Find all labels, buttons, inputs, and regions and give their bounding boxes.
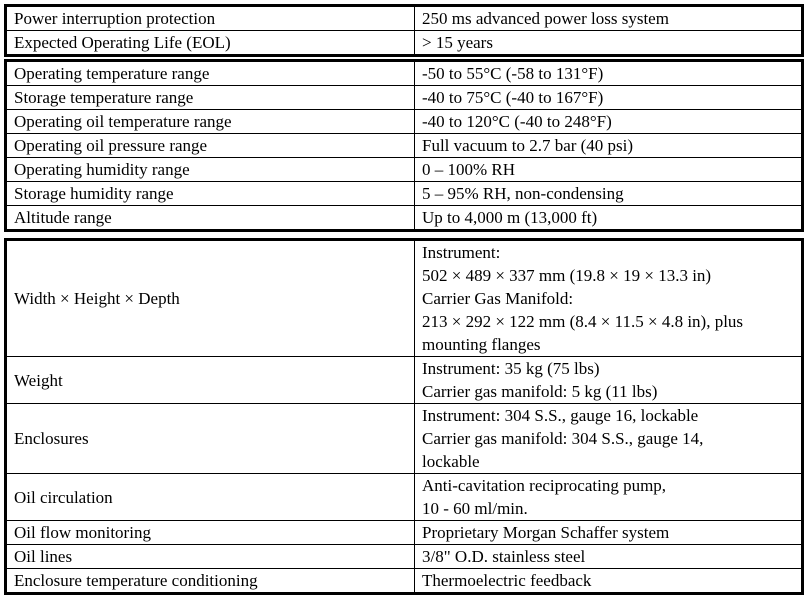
- spec-table: [6, 6, 802, 55]
- spec-label: Operating oil temperature range: [7, 110, 415, 134]
- spec-value: > 15 years: [415, 31, 802, 55]
- table-row: [7, 134, 802, 158]
- spec-label: Enclosure temperature conditioning: [7, 569, 415, 593]
- spec-label: Operating temperature range: [7, 62, 415, 86]
- spec-value-line: Instrument: 35 kg (75 lbs): [422, 359, 600, 378]
- table-row: [7, 182, 802, 206]
- spec-label: Oil lines: [7, 545, 415, 569]
- table-row: [7, 86, 802, 110]
- spec-value: Full vacuum to 2.7 bar (40 psi): [415, 134, 802, 158]
- spec-value-line: lockable: [422, 452, 480, 471]
- spec-value: Thermoelectric feedback: [415, 569, 802, 593]
- spec-value-line: Carrier gas manifold: 304 S.S., gauge 14,: [422, 429, 704, 448]
- spec-value: -40 to 120°C (-40 to 248°F): [415, 110, 802, 134]
- table-row: [7, 62, 802, 86]
- spec-value-line: mounting flanges: [422, 335, 541, 354]
- spec-value: [415, 474, 802, 521]
- table-row: [7, 241, 802, 357]
- spec-value-line: Anti-cavitation reciprocating pump,: [422, 476, 667, 495]
- spec-label: Weight: [7, 357, 415, 404]
- spec-value: [415, 357, 802, 404]
- spec-label: Expected Operating Life (EOL): [7, 31, 415, 55]
- table-row: [7, 31, 802, 55]
- spec-label: Oil circulation: [7, 474, 415, 521]
- table-row: [7, 521, 802, 545]
- spec-value: Proprietary Morgan Schaffer system: [415, 521, 802, 545]
- table-row: [7, 110, 802, 134]
- spec-table: [6, 61, 802, 230]
- spec-value-line: Instrument:: [422, 243, 501, 262]
- spec-table-environment: [4, 59, 804, 232]
- spec-value: 5 – 95% RH, non-condensing: [415, 182, 802, 206]
- spec-value-line: Carrier Gas Manifold:: [422, 289, 574, 308]
- spec-value-line: 502 × 489 × 337 mm (19.8 × 19 × 13.3 in): [422, 266, 712, 285]
- spec-value-line: Carrier gas manifold: 5 kg (11 lbs): [422, 382, 658, 401]
- table-row: [7, 569, 802, 593]
- table-row: [7, 158, 802, 182]
- table-row: [7, 545, 802, 569]
- spec-value: [415, 241, 802, 357]
- spec-value-line: 10 - 60 ml/min.: [422, 499, 528, 518]
- spec-table-physical: [4, 238, 804, 595]
- spec-table: [6, 240, 802, 593]
- spec-value: 0 – 100% RH: [415, 158, 802, 182]
- table-row: [7, 404, 802, 474]
- spec-table-power: [4, 4, 804, 57]
- table-row: [7, 206, 802, 230]
- spec-value: -40 to 75°C (-40 to 167°F): [415, 86, 802, 110]
- spec-label: Width × Height × Depth: [7, 241, 415, 357]
- spec-label: Storage humidity range: [7, 182, 415, 206]
- spec-label: Operating oil pressure range: [7, 134, 415, 158]
- spec-value: Up to 4,000 m (13,000 ft): [415, 206, 802, 230]
- table-row: [7, 357, 802, 404]
- spec-label: Storage temperature range: [7, 86, 415, 110]
- spec-label: Enclosures: [7, 404, 415, 474]
- spec-label: Operating humidity range: [7, 158, 415, 182]
- spec-value-line: Instrument: 304 S.S., gauge 16, lockable: [422, 406, 699, 425]
- spec-label: Altitude range: [7, 206, 415, 230]
- spec-label: Power interruption protection: [7, 7, 415, 31]
- spec-value: 3/8" O.D. stainless steel: [415, 545, 802, 569]
- spec-value: [415, 404, 802, 474]
- spec-value-line: 213 × 292 × 122 mm (8.4 × 11.5 × 4.8 in), plus: [422, 312, 744, 331]
- spec-label: Oil flow monitoring: [7, 521, 415, 545]
- spec-value: 250 ms advanced power loss system: [415, 7, 802, 31]
- table-row: [7, 474, 802, 521]
- spec-value: -50 to 55°C (-58 to 131°F): [415, 62, 802, 86]
- table-row: [7, 7, 802, 31]
